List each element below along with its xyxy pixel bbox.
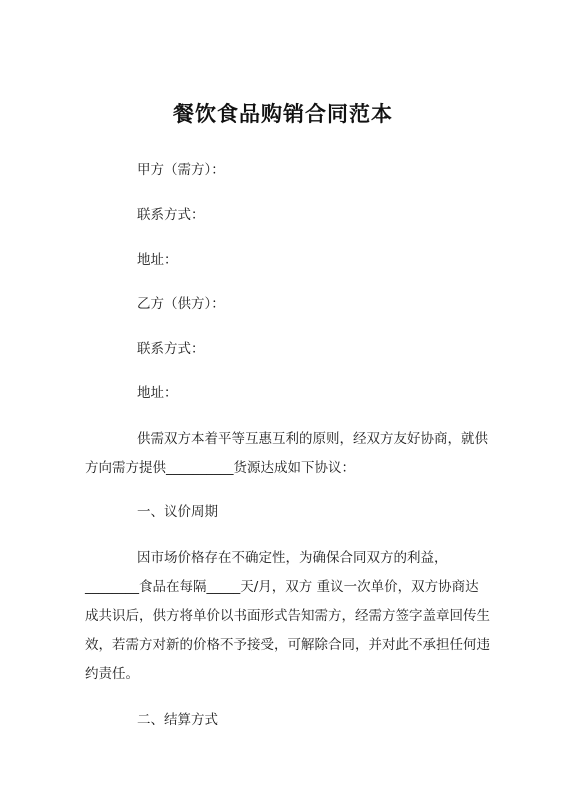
section-1-paragraph-line: 效，若需方对新的价格不予接受，可解除合同，并对此不承担任何违 (85, 637, 490, 653)
party-a-label: 甲方（需方）： (137, 162, 225, 178)
party-b-label: 乙方（供方）： (137, 296, 225, 312)
intro-paragraph-line: 供需双方本着平等互惠互利的原则，经双方友好协商，就供 (137, 431, 488, 447)
document-title: 餐饮食品购销合同范本 (173, 102, 393, 126)
section-2-heading: 二、结算方式 (137, 712, 218, 728)
party-b-contact-label: 联系方式： (137, 341, 205, 357)
section-1-paragraph-line: 成共识后，供方将单价以书面形式告知需方，经需方签字盖章回传生 (85, 608, 490, 624)
party-a-address-label: 地址： (137, 252, 178, 268)
section-1-heading: 一、议价周期 (137, 504, 218, 520)
section-1-paragraph-line: 约责任。 (85, 666, 139, 682)
section-1-paragraph-line: ________食品在每隔_____天/月，双方 重议一次单价，双方协商达 (85, 579, 479, 595)
party-b-address-label: 地址： (137, 385, 178, 401)
party-a-contact-label: 联系方式： (137, 207, 205, 223)
intro-paragraph-line: 方向需方提供__________货源达成如下协议： (85, 460, 355, 476)
section-1-paragraph-line: 因市场价格存在不确定性，为确保合同双方的利益， (137, 550, 448, 566)
